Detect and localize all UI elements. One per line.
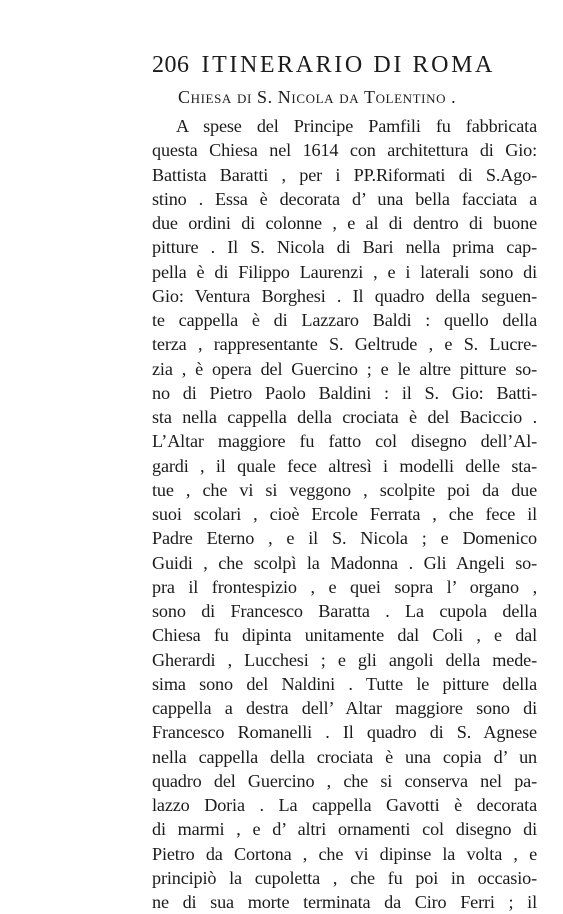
text-line: terza , rappresentante S. Geltrude , e S. Lucre- bbox=[152, 334, 537, 355]
text-line: Pietro da Cortona , che vi dipinse la volta , e bbox=[152, 843, 537, 864]
text-line: zia , è opera del Guercino ; e le altre pitture so- bbox=[152, 358, 537, 379]
text-line: nella cappella della crociata è una copia d’ un bbox=[152, 746, 537, 767]
text-line: sono di Francesco Baratta . La cupola della bbox=[152, 601, 537, 621]
running-title: ITINERARIO DI ROMA bbox=[201, 52, 495, 78]
text-line: L’Altar maggiore fu fatto col disegno dell’Al- bbox=[152, 431, 537, 452]
text-line: quadro del Guercino , che si conserva nel pa- bbox=[152, 770, 537, 791]
text-line: ne di sua morte terminata da Ciro Ferri ; il bbox=[152, 892, 537, 912]
text-line: A spese del Principe Pamfili fu fabbricata bbox=[176, 116, 537, 136]
text-line: cappella a destra dell’ Altar maggiore sono di bbox=[152, 698, 537, 718]
text-line: no di Pietro Paolo Baldini : il S. Gio: Batti- bbox=[152, 382, 537, 403]
page-number: 206 bbox=[152, 52, 190, 78]
text-line: questa Chiesa nel 1614 con architettura di Gio: bbox=[152, 140, 537, 161]
text-line: Gherardi , Lucchesi ; e gli angoli della mede- bbox=[152, 649, 537, 670]
text-line: pitture . Il S. Nicola di Bari nella prima cap- bbox=[152, 237, 537, 258]
text-line: Francesco Romanelli . Il quadro di S. Agnese bbox=[152, 722, 537, 743]
section-title: Chiesa di S. Nicola da Tolentino . bbox=[178, 87, 457, 107]
text-line: Padre Eterno , e il S. Nicola ; e Domenico bbox=[152, 528, 537, 549]
text-line: principiò la cupoletta , che fu poi in occasio- bbox=[152, 867, 537, 888]
text-line: suoi scolari , cioè Ercole Ferrata , che fece il bbox=[152, 504, 537, 524]
running-head bbox=[152, 51, 497, 79]
body-text bbox=[152, 114, 537, 914]
text-line: Chiesa fu dipinta unitamente dal Coli , e dal bbox=[152, 625, 537, 646]
text-line: Guidi , che scolpì la Madonna . Gli Angeli so- bbox=[152, 552, 537, 573]
text-line: sima sono del Naldini . Tutte le pitture della bbox=[152, 673, 537, 694]
text-line: sta nella cappella della crociata è del Baciccio . bbox=[152, 407, 537, 427]
text-line: pra il frontespizio , e quei sopra l’ organo , bbox=[152, 576, 537, 597]
text-line: te cappella è di Lazzaro Baldi : quello della bbox=[152, 310, 537, 330]
text-line: tue , che vi si veggono , scolpite poi da due bbox=[152, 479, 537, 500]
text-line: stino . Essa è decorata d’ una bella facciata a bbox=[152, 188, 537, 209]
text-line: pella è di Filippo Laurenzi , e i laterali sono di bbox=[152, 261, 537, 282]
text-line: lazzo Doria . La cappella Gavotti è decorata bbox=[152, 795, 537, 815]
text-line: Gio: Ventura Borghesi . Il quadro della seguen- bbox=[152, 285, 537, 306]
text-line: gardi , il quale fece altresì i modelli delle sta- bbox=[152, 455, 537, 476]
text-line: due ordini di colonne , e al di dentro di buone bbox=[152, 213, 537, 233]
text-line: di marmi , e d’ altri ornamenti col disegno di bbox=[152, 819, 537, 840]
text-line: Battista Baratti , per i PP.Riformati di S.Ago- bbox=[152, 164, 537, 185]
